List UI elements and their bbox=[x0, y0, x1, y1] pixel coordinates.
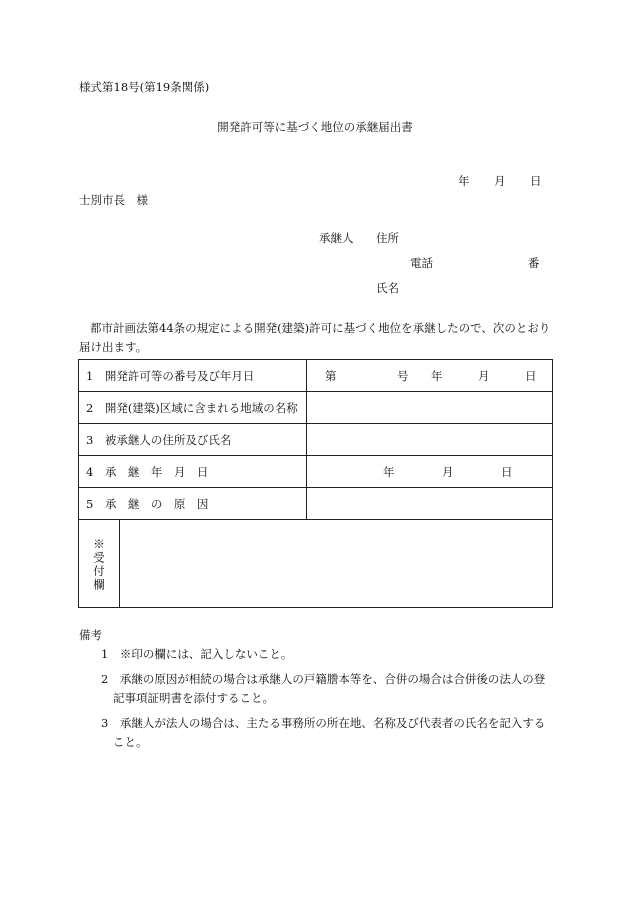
reception-label: ※受付欄 bbox=[92, 538, 106, 592]
remark-item-text: 2 承継の原因が相続の場合は承継人の戸籍謄本等を、合併の場合は合併後の法人の登記事項証明書を添付すること。 bbox=[101, 672, 546, 705]
remark-item-text: 3 承継人が法人の場合は、主たる事務所の所在地、名称及び代表者の氏名を記入すること。 bbox=[101, 716, 546, 749]
date-year: 年 bbox=[458, 174, 470, 188]
row-label: 4 承 継 年 月 日 bbox=[79, 456, 307, 488]
notification-table bbox=[78, 359, 553, 608]
address-label: 住所 bbox=[376, 231, 399, 245]
permit-day: 日 bbox=[525, 368, 537, 383]
succession-year: 年 bbox=[383, 464, 395, 479]
table-row bbox=[79, 520, 553, 608]
successor-label: 承継人 bbox=[319, 231, 354, 245]
body-text: 都市計画法第44条の規定による開発(建築)許可に基づく地位を承継したので、次のとおり届け出ます。 bbox=[79, 321, 551, 354]
phone-suffix: 番 bbox=[528, 256, 540, 270]
table-row bbox=[79, 456, 553, 488]
form-number: 様式第18号(第19条関係) bbox=[79, 80, 210, 94]
row-label: 1 開発許可等の番号及び年月日 bbox=[79, 360, 307, 392]
succession-date-cell[interactable] bbox=[307, 456, 553, 488]
document-title: 開発許可等に基づく地位の承継届出書 bbox=[217, 120, 413, 134]
table-row bbox=[79, 488, 553, 520]
area-name-cell[interactable] bbox=[307, 392, 553, 424]
row-label: 2 開発(建築)区域に含まれる地域の名称 bbox=[79, 392, 307, 424]
remarks-heading: 備考 bbox=[79, 628, 102, 642]
succession-cause-cell[interactable] bbox=[307, 488, 553, 520]
table-row bbox=[79, 424, 553, 456]
permit-year: 年 bbox=[431, 368, 443, 383]
permit-no-prefix: 第 bbox=[325, 368, 337, 383]
addressee: 士別市長 様 bbox=[79, 193, 148, 207]
permit-no-suffix: 号 bbox=[397, 368, 409, 383]
row-label: 3 被承継人の住所及び氏名 bbox=[79, 424, 307, 456]
row-label: 5 承 継 の 原 因 bbox=[79, 488, 307, 520]
remark-item bbox=[101, 670, 553, 708]
remark-item bbox=[101, 714, 553, 752]
reception-label-cell bbox=[79, 520, 120, 608]
predecessor-cell[interactable] bbox=[307, 424, 553, 456]
table-row bbox=[79, 392, 553, 424]
table-row bbox=[79, 360, 553, 392]
reception-cell bbox=[120, 520, 553, 608]
date-day: 日 bbox=[530, 174, 542, 188]
date-month: 月 bbox=[494, 174, 506, 188]
permit-month: 月 bbox=[478, 368, 490, 383]
remark-item: 1 ※印の欄には、記入しないこと。 bbox=[101, 647, 293, 661]
permit-number-date-cell[interactable] bbox=[307, 360, 553, 392]
phone-label: 電話 bbox=[410, 256, 433, 270]
succession-month: 月 bbox=[442, 464, 454, 479]
name-label: 氏名 bbox=[376, 281, 399, 295]
succession-day: 日 bbox=[501, 464, 513, 479]
